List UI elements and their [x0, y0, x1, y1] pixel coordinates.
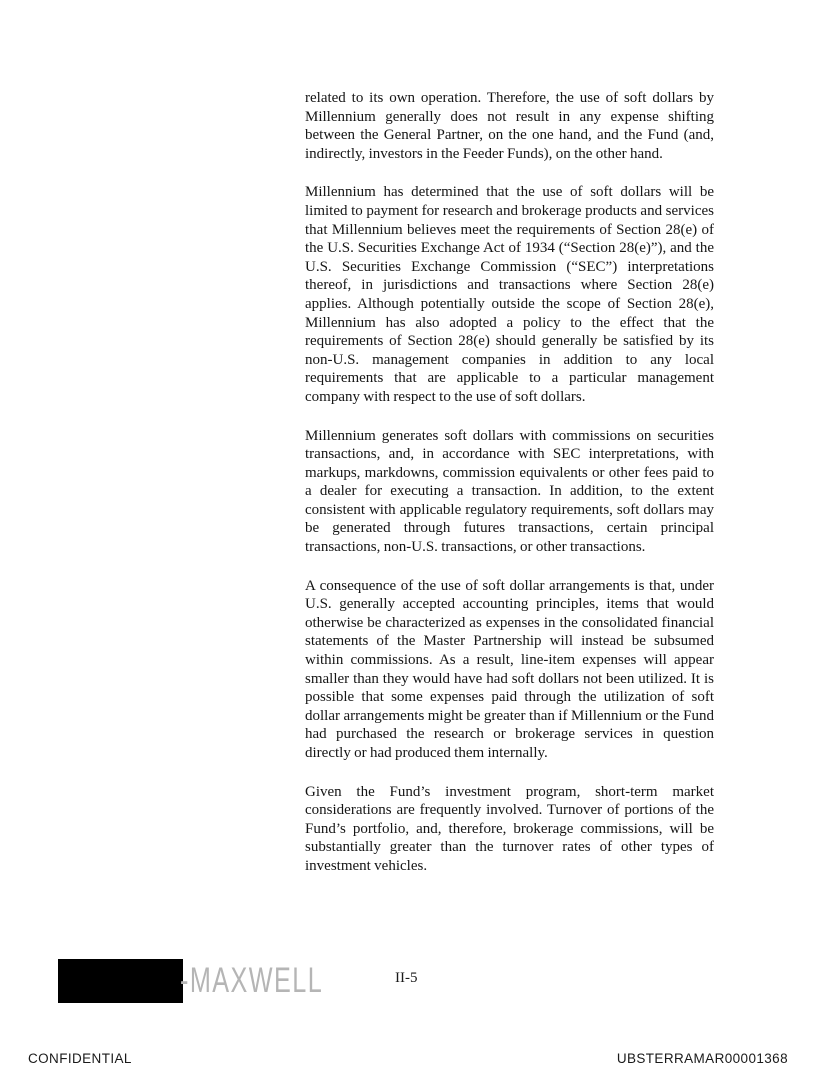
body-text-column — [305, 89, 714, 896]
redaction-box — [58, 959, 183, 1003]
paragraph: Millennium generates soft dollars with commissions on securities transactions, and, in accordance with SEC interpretations, with markups, markdowns, commission equivalents or other fees paid to a dealer for executing a transaction. In addition, to the extent consistent with applicable regulatory requirements, soft dollars may be generated through futures transactions, certain principal transactions, non-U.S. transactions, or other transactions. — [305, 427, 714, 556]
footer — [28, 1051, 788, 1069]
paragraph: Millennium has determined that the use of soft dollars will be limited to payment for research and brokerage products and services that Millennium believes meet the requirements of Section 28(e) of the U.S. Securities Exchange Act of 1934 (“Section 28(e)”), and the U.S. Securities Exchange Commission (“SEC”) interpretations thereof, in jurisdictions and transactions where Section 28(e) applies. Although potentially outside the scope of Section 28(e), Millennium has also adopted a policy to the effect that the requirements of Section 28(e) should generally be satisfied by its non-U.S. management companies in addition to any local requirements that are applicable to a particular management company with respect to the use of soft dollars. — [305, 184, 714, 405]
bates-number: UBSTERRAMAR00001368 — [616, 1051, 788, 1066]
paragraph: A consequence of the use of soft dollar arrangements is that, under U.S. generally accepted accounting principles, items that would otherwise be characterized as expenses in the consolidated financial statements of the Master Partnership will instead be subsumed within commissions. As a result, line-item expenses will appear smaller than they would have had soft dollars not been utilized. It is possible that some expenses paid through the utilization of soft dollar arrangements might be greater than if Millennium or the Fund had purchased the research or brokerage services in question directly or had produced them internally. — [305, 577, 714, 761]
confidential-label: CONFIDENTIAL — [28, 1051, 132, 1066]
paragraph: related to its own operation. Therefore, the use of soft dollars by Millennium generally does not result in any expense shifting between the General Partner, on the one hand, and the Fund (and, indirectly, investors in the Feeder Funds), on the other hand. — [305, 90, 714, 162]
page-number: II-5 — [395, 970, 418, 986]
watermark-text: -MAXWELL — [180, 961, 324, 1000]
stamp-row — [0, 955, 816, 1005]
paragraph: Given the Fund’s investment program, short-term market considerations are frequently involved. Turnover of portions of the Fund’s portfolio, and, therefore, brokerage commissions, will be substantially greater than the turnover rates of other types of investment vehicles. — [305, 783, 714, 874]
